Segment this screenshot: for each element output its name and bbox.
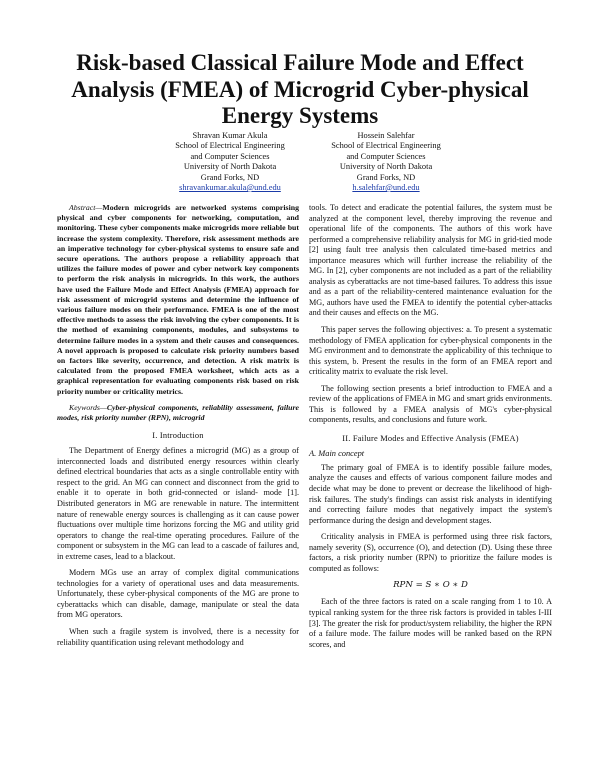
section-1-heading: I. Introduction — [152, 431, 204, 441]
subsection-a-heading: A. Main concept — [309, 448, 365, 458]
author-2-name: Hossein Salehfar — [357, 131, 415, 140]
intro-paragraph-2: Modern MGs use an array of complex digital communications technologies for a variety of operational uses and data measurements. Unfortunately, these cyber-physical components of the MG are prone to cyberattacks which can disable, damage, manipulate or steal the data from MG operators. — [57, 568, 299, 620]
author-2-city: Grand Forks, ND — [356, 172, 416, 182]
author-1-school: School of Electrical Engineering — [175, 141, 285, 151]
right-paragraph-1: tools. To detect and eradicate the potential failures, the system must be analyzed at the component level, thereby improving the revenue and operational life of the components. The authors of this work have performed a comprehensive reliability analysis for MG in grid-tied mode [2] using fault tree analysis then calculated time-based metrics and importance measures which will further increase the reliability of the MG. In [2], cyber components are not included as a part of the reliability analysis as cyberattacks are not time-based failures. To address this issue and as a part of the reliability-centered maintenance evaluation for the MG, authors have used the FMEA to identify the potential cyber-attacks and their causes and effects on the MG. — [309, 203, 552, 318]
intro-paragraph-1: The Department of Energy defines a microgrid (MG) as a group of interconnected loads and distributed energy resources within clearly defined electrical boundaries that acts as a single controllable entity with respect to the grid. An MG can connect and disconnect from the grid to enable it to operate in both grid-connected or island- mode [1]. Distributed generators in MG are renewable in nature. The intermittent nature of renewable energy sources is challenging as it can cause power fluctuations over multiple time horizons forcing the MG and utility grid operators to change the real-time operating procedures. Failure of the component or subsystem in the MG can lead to a cascade of failures and, in extreme cases, lead to a blackout. — [57, 446, 299, 561]
author-2-school: School of Electrical Engineering — [331, 141, 441, 151]
author-2-email-link[interactable]: h.salehfar@und.edu — [352, 183, 420, 193]
right-paragraph-2: This paper serves the following objectives: a. To present a systematic methodology of FMEA application for cyber-physical components in the MG environment and to demonstrate the applicability of this technique to this system, b. Present the results in the form of an FMEA report and criticality matrix to evaluate the risk level. — [309, 325, 552, 377]
author-2-dept: and Computer Sciences — [346, 151, 426, 161]
keywords-lead: Keywords— — [69, 402, 107, 412]
author-2 — [286, 131, 486, 193]
right-paragraph-6: Each of the three factors is rated on a scale ranging from 1 to 10. A typical ranking system for the three risk factors is provided in tables I-III [3]. The greater the risk for product/system reliability, the higher the RPN of a failure mode. The failure modes will be ranked based on the RPN scores, and — [309, 597, 552, 649]
abstract-lead: Abstract— — [69, 203, 103, 212]
author-1-name: Shravan Kumar Akula — [192, 131, 268, 140]
right-paragraph-4: The primary goal of FMEA is to identify possible failure modes, analyze the causes and effects of various component failure modes and decide what may be done to prevent or decrease the likelihood of high-risk failures. The study's findings can assist risk analysts in identifying and correcting failure modes that negatively impact the system's performance during the design and development stages. — [309, 462, 552, 525]
author-1-city: Grand Forks, ND — [200, 172, 260, 182]
left-column — [57, 203, 299, 654]
abstract — [57, 203, 299, 397]
author-1-university: University of North Dakota — [183, 162, 277, 172]
right-paragraph-5: Criticality analysis in FMEA is performed using three risk factors, namely severity (S), occurrence (O), and detection (D). Using these three factors, a risk priority number (RPN) to prioritize the failure modes is computed as follows: — [309, 532, 552, 573]
keywords-body: Cyber-physical components, reliability assessment, failure modes, risk priority number (RPN), microgrid — [57, 402, 299, 423]
author-1-dept: and Computer Sciences — [190, 151, 270, 161]
right-paragraph-3: The following section presents a brief introduction to FMEA and a review of the applications of FMEA in MG and smart grids environments. This is followed by a FMEA analysis of MG's cyber-physical components, results, and conclusions and future work. — [309, 383, 552, 425]
author-1-email-link[interactable]: shravankumar.akula@und.edu — [179, 183, 281, 193]
paper-title: Risk-based Classical Failure Mode and Effect Analysis (FMEA) of Microgrid Cyber-physical Energy Systems — [71, 50, 529, 128]
author-2-university: University of North Dakota — [339, 162, 433, 172]
intro-paragraph-3: When such a fragile system is involved, there is a necessity for reliability quantification using relevant methodology and — [57, 627, 299, 647]
abstract-body: Modern microgrids are networked systems comprising physical and cyber components for networking, computation, and monitoring. These cyber components make microgrids more reliable but increase the system complexity. Therefore, risk assessment methods are an imperative technology for cyber-physical systems to ensure safe and secure operations. The authors propose a reliability approach that utilizes the failure modes of power and cyber network key components to perform the risk analysis in microgrids. In this work, the authors have used the Failure Mode and Effect Analysis (FMEA) approach for risk assessment of microgrid systems and determine the influence of various failure modes on their performance. FMEA is one of the most effective methods to assess the risk involving the cyber components. It is the method of examining components, modules, and subsystems to determine failure modes in a system and their causes and consequences. A novel approach is proposed to calculate risk priority numbers based on factors like severity, occurrence, and detection. A risk matrix is calculated from the proposed FMEA worksheet, which acts as a graphical representation for evaluating components risk based on risk priority number or criticality metrics. — [57, 203, 299, 396]
rpn-equation: RPN = S ∗ O ∗ D — [393, 580, 468, 591]
keywords — [57, 403, 299, 423]
right-column — [309, 203, 552, 656]
section-2-heading: II. Failure Modes and Effective Analysis (FMEA) — [342, 433, 519, 443]
